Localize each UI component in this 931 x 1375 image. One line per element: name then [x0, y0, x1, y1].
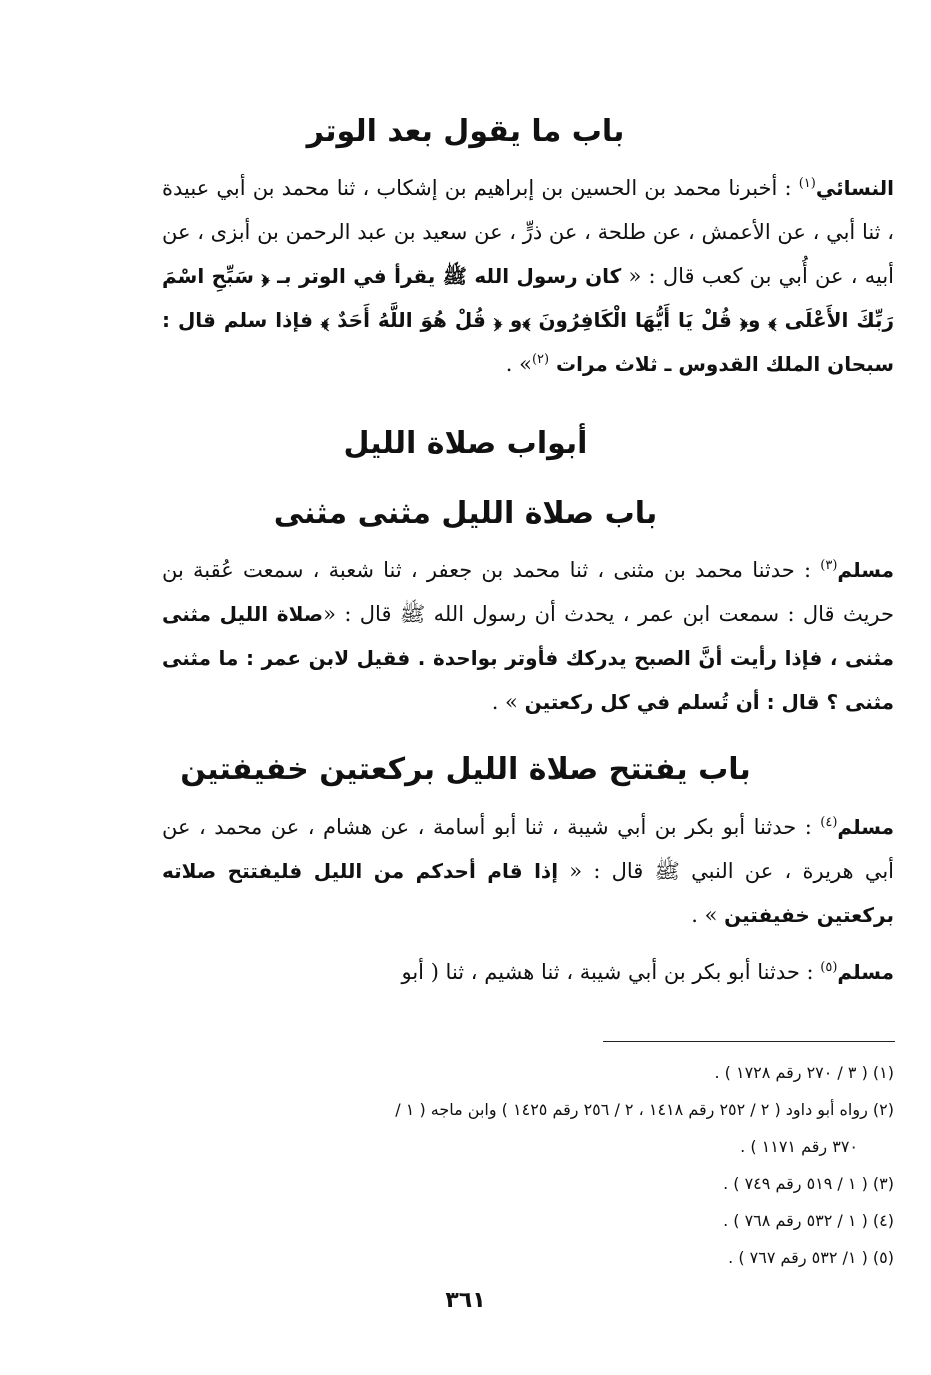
closing-quote: » .: [505, 352, 532, 376]
chapter-heading-witr: باب ما يقول بعد الوتر: [306, 114, 625, 149]
source-name: مسلم: [837, 815, 894, 839]
footnote-ref: (٤): [820, 815, 838, 830]
footnote-ref: (٣): [820, 558, 838, 573]
hadith-paragraph-muslim-3: [162, 950, 894, 994]
page-number: ٣٦١: [445, 1288, 486, 1313]
footnote-1: (١) ( ٣ / ٢٧٠ رقم ١٧٢٨ ) .: [714, 1063, 894, 1082]
isnad-text: : أخبرنا محمد بن الحسين بن إبراهيم بن إشكاب ، ثنا محمد بن أبي عبيدة ، ثنا أبي ، عن الأعمش ، عن طلحة ، عن ذرٍّ ، عن سعيد بن عبد الرحمن بن أبزى ، عن أبيه ، عن أُبي بن كعب قال : «: [162, 176, 895, 288]
footnote-ref: (٢): [531, 352, 550, 367]
chapter-heading-two-light-rakahs: باب يفتتح صلاة الليل بركعتين خفيفتين: [180, 752, 751, 787]
closing-quote: » .: [491, 690, 525, 714]
footnote-2-continued: ٣٧٠ رقم ١١٧١ ) .: [740, 1137, 858, 1156]
chapter-heading-two-by-two: باب صلاة الليل مثنى مثنى: [273, 496, 658, 531]
isnad-text: : حدثنا أبو بكر بن أبي شيبة ، ثنا هشيم ، ثنا ( أبو: [401, 960, 821, 984]
closing-quote: » .: [691, 903, 725, 927]
footnote-4: (٤) ( ١ / ٥٣٢ رقم ٧٦٨ ) .: [723, 1211, 894, 1230]
matn-text: إذا قام أحدكم من الليل فليفتتح صلاته بركعتين خفيفتين: [162, 859, 894, 927]
source-name: مسلم: [837, 960, 894, 984]
footnote-2: (٢) رواه أبو داود ( ٢ / ٢٥٢ رقم ١٤١٨ ، ٢ / ٢٥٦ رقم ١٤٢٥ ) وابن ماجه ( ١ /: [395, 1100, 894, 1119]
source-name: النسائي: [815, 176, 894, 200]
hadith-paragraph-nasai: [162, 166, 894, 386]
matn-text: صلاة الليل مثنى مثنى ، فإذا رأيت أنَّ الصبح يدركك فأوتر بواحدة . فقيل لابن عمر : ما مثنى مثنى ؟ قال : أن تُسلم في كل ركعتين: [162, 602, 894, 714]
hadith-paragraph-muslim-1: [162, 548, 894, 724]
footnote-ref: (١): [798, 176, 816, 191]
source-name: مسلم: [837, 558, 894, 582]
footnote-separator: [603, 1041, 895, 1042]
section-heading-night-prayer: أبواب صلاة الليل: [343, 426, 588, 461]
footnote-ref: (٥): [820, 960, 838, 975]
footnote-3: (٣) ( ١ / ٥١٩ رقم ٧٤٩ ) .: [723, 1174, 894, 1193]
isnad-text: : حدثنا محمد بن مثنى ، ثنا محمد بن جعفر ، ثنا شعبة ، سمعت عُقبة بن حريث قال : سمعت ابن عمر ، يحدث أن رسول الله ﷺ قال : «: [162, 558, 895, 626]
hadith-paragraph-muslim-2: [162, 805, 894, 937]
matn-text: كان رسول الله ﷺ يقرأ في الوتر بـ ﴿ سَبِّحِ اسْمَ رَبِّكَ الأَعْلَى ﴾ و﴿ قُلْ يَا أَيُّهَا الْكَافِرُونَ ﴾و ﴿ قُلْ هُوَ اللَّهُ أَحَدٌ ﴾ فإذا سلم قال : سبحان الملك القدوس ـ ثلاث مرات: [162, 264, 894, 376]
footnote-5: (٥) ( ١/ ٥٣٢ رقم ٧٦٧ ) .: [728, 1248, 894, 1267]
isnad-text: : حدثنا أبو بكر بن أبي شيبة ، ثنا أبو أسامة ، عن هشام ، عن محمد ، عن أبي هريرة ، عن النبي ﷺ قال : «: [162, 815, 895, 883]
